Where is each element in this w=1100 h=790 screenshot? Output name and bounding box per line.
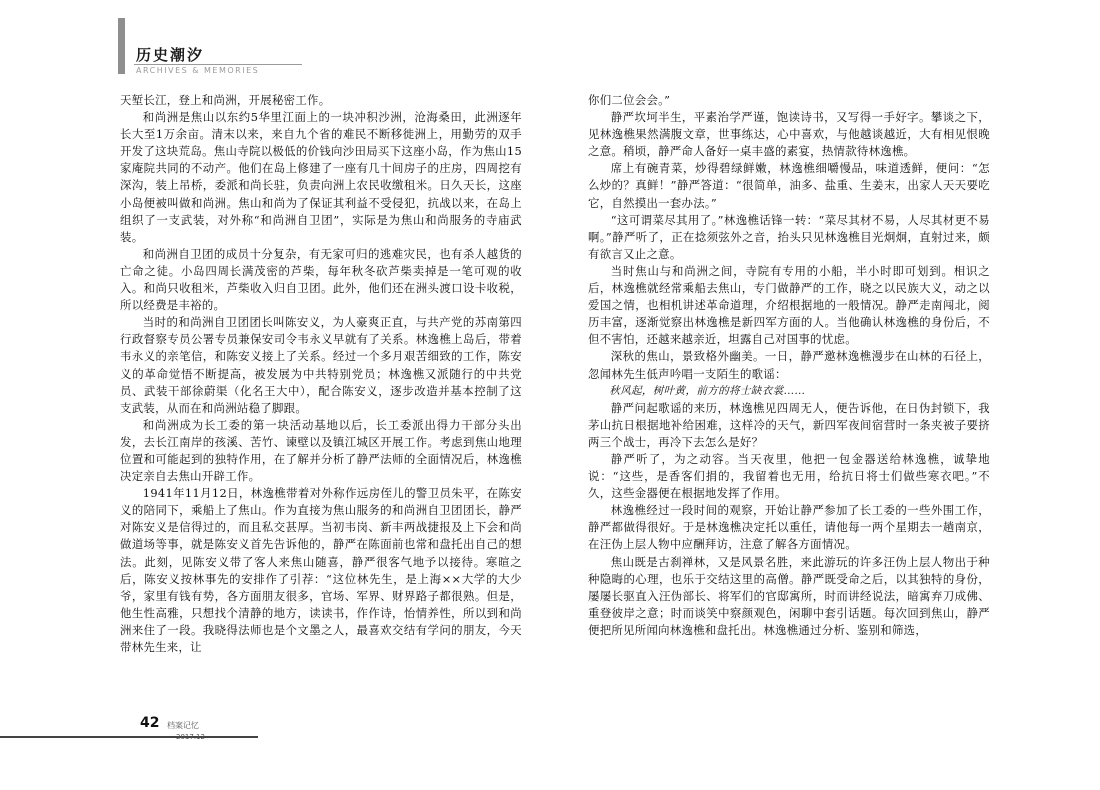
issue-date: 2017.12 bbox=[176, 733, 205, 741]
paragraph: 当时的和尚洲自卫团团长叫陈安义，为人豪爽正直，与共产党的苏南第四行政督察专员公署专员兼保安司令韦永义早就有了关系。林逸樵上岛后，带着韦永义的亲笔信，和陈安义接上了关系。经过一个多月艰苦细致的工作，陈安义的革命觉悟不断提高，被发展为中共特别党员；林逸樵又派随行的中共党员、武装干部徐蔚渠（化名王大中），配合陈安义，逐步改造并基本控制了这支武装，从而在和尚洲站稳了脚跟。 bbox=[120, 315, 522, 415]
paragraph: 和尚洲自卫团的成员十分复杂，有无家可归的逃难灾民，也有杀人越货的亡命之徒。小岛四周长满茂密的芦柴，每年秋冬砍芦柴卖掉是一笔可观的收入。和尚只收租米，芦柴收入归自卫团。此外，他们还在洲头渡口设卡收税，所以经费是丰裕的。 bbox=[120, 246, 522, 313]
section-subtitle: ARCHIVES & MEMORIES bbox=[136, 66, 260, 75]
paragraph: 席上有碗青菜，炒得碧绿鲜嫩，林逸樵细嚼慢品，味道透鲜，便问：“怎么炒的？真鲜！”静严答道：“很简单，油多、盐重、生姜末，出家人天天要吃它，自然摸出一套办法。” bbox=[588, 161, 990, 210]
right-text-column bbox=[588, 92, 990, 639]
header-accent-bar bbox=[118, 18, 125, 74]
paragraph: 天堑长江，登上和尚洲，开展秘密工作。 bbox=[120, 93, 331, 107]
paragraph: 和尚洲是焦山以东约5华里江面上的一块冲积沙洲，沧海桑田，此洲逐年长大至1万余亩。清末以来，来自九个省的难民不断移徙洲上，用勤劳的双手开发了这块荒岛。焦山寺院以极低的价钱向沙田局买下这座小岛，作为焦山15家庵院共同的不动产。他们在岛上修建了一座有几十间房子的庄房，四周挖有深沟，装上吊桥，委派和尚长驻，负责向洲上农民收缴租米。日久天长，这座小岛便被叫做和尚洲。焦山和尚为了保证其利益不受侵犯，抗战以来，在岛上组织了一支武装，对外称“和尚洲自卫团”，实际是为焦山和尚服务的寺庙武装。 bbox=[120, 110, 522, 244]
header-rule bbox=[134, 64, 302, 65]
paragraph: 焦山既是古刹禅林，又是风景名胜，来此游玩的许多汪伪上层人物出于种种隐晦的心理，也乐于交结这里的高僧。静严既受命之后，以其独特的身份，屡屡长驱直入汪伪部长、将军们的官邸寓所，时而讲经说法，暗寓弃刀成佛、重登彼岸之意；时而谈笑中察颜观色，闲聊中套引话题。每次回到焦山，静严便把所见所闻向林逸樵和盘托出。林逸樵通过分析、鉴别和筛选， bbox=[588, 554, 990, 637]
page-number: 42 bbox=[140, 715, 160, 731]
footer-rule bbox=[0, 736, 258, 738]
paragraph: 1941年11月12日，林逸樵带着对外称作远房侄儿的警卫员朱平，在陈安义的陪同下，乘船上了焦山。作为直接为焦山服务的和尚洲自卫团团长，静严对陈安义是信得过的，而且私交甚厚。当初韦岗、新丰两战捷报及上下会和尚做道场等事，就是陈安义首先告诉他的，静严在陈面前也常和盘托出自己的想法。此刻，见陈安义带了客人来焦山随喜，静严很客气地予以接待。寒暄之后，陈安义按林事先的安排作了引荐：“这位林先生，是上海××大学的大少爷，家里有钱有势，各方面朋友很多，官场、军界、财界路子都很熟。但是，他生性高雅，只想找个清静的地方，读读书，作作诗，怡情养性，所以到和尚洲来住了一段。我晓得法师也是个文墨之人，最喜欢交结有学问的朋友，今天带林先生来，让 bbox=[120, 486, 522, 654]
paragraph: 静严听了，为之动容。当天夜里，他把一包金器送给林逸樵，诚挚地说：“这些，是香客们捐的，我留着也无用，给抗日将士们做些寒衣吧。”不久，这些金器便在根据地发挥了作用。 bbox=[588, 451, 990, 501]
paragraph: 和尚洲成为长工委的第一块活动基地以后，长工委派出得力干部分头出发，去长江南岸的孩溪、苦竹、谏壁以及镇江城区开展工作。考虑到焦山地理位置和可能起到的独特作用，在了解并分析了静严法师的全面情况后，林逸樵决定亲自去焦山开辟工作。 bbox=[120, 417, 522, 484]
paragraph: “这可谓菜尽其用了。”林逸樵话锋一转：“菜尽其材不易，人尽其材更不易啊。”静严听了，正在捻须弦外之音，抬头只见林逸樵目光炯炯，直射过来，颇有欲言又止之意。 bbox=[588, 212, 990, 261]
paragraph: 你们二位会会。” bbox=[588, 93, 671, 107]
paragraph: 静严问起歌谣的来历，林逸樵见四周无人，便告诉他，在日伪封锁下，我茅山抗日根据地补给困难，这样冷的天气，新四军夜间宿营时一条夹被子要挤两三个战士，再冷下去怎么是好？ bbox=[588, 400, 990, 449]
paragraph: 静严坎坷半生，平素治学严谨，饱读诗书，又写得一手好字。攀谈之下，见林逸樵果然满腹文章，世事练达，心中喜欢，与他越谈越近，大有相见恨晚之意。稍顷，静严命人备好一桌丰盛的素宴，热情款待林逸樵。 bbox=[588, 110, 990, 159]
section-title: 历史潮汐 bbox=[136, 46, 205, 64]
paragraph: 当时焦山与和尚洲之间，寺院有专用的小船，半小时即可划到。相识之后，林逸樵就经常乘船去焦山，专门做静严的工作，晓之以民族大义，动之以爱国之情，也相机讲述革命道理，介绍根据地的一般情况。静严走南闯北，阅历丰富，逐渐觉察出林逸樵是新四军方面的人。当他确认林逸樵的身份后，不但不害怕，还越来越亲近，坦露自己对国事的忧虑。 bbox=[588, 263, 990, 347]
magazine-name: 档案记忆 bbox=[167, 721, 199, 730]
paragraph: 深秋的焦山，景致格外幽美。一日，静严邀林逸樵漫步在山林的石径上，忽闻林先生低声吟唱一支陌生的歌谣： bbox=[588, 349, 990, 381]
paragraph: 林逸樵经过一段时间的观察，开始让静严参加了长工委的一些外围工作，静严都做得很好。于是林逸樵决定托以重任，请他每一两个星期去一趟南京，在汪伪上层人物中应酬拜访，注意了解各方面情况。 bbox=[588, 503, 990, 552]
left-text-column bbox=[120, 92, 522, 656]
song-lyric: 秋风起，树叶黄，前方的将士缺衣裳…… bbox=[609, 384, 806, 397]
